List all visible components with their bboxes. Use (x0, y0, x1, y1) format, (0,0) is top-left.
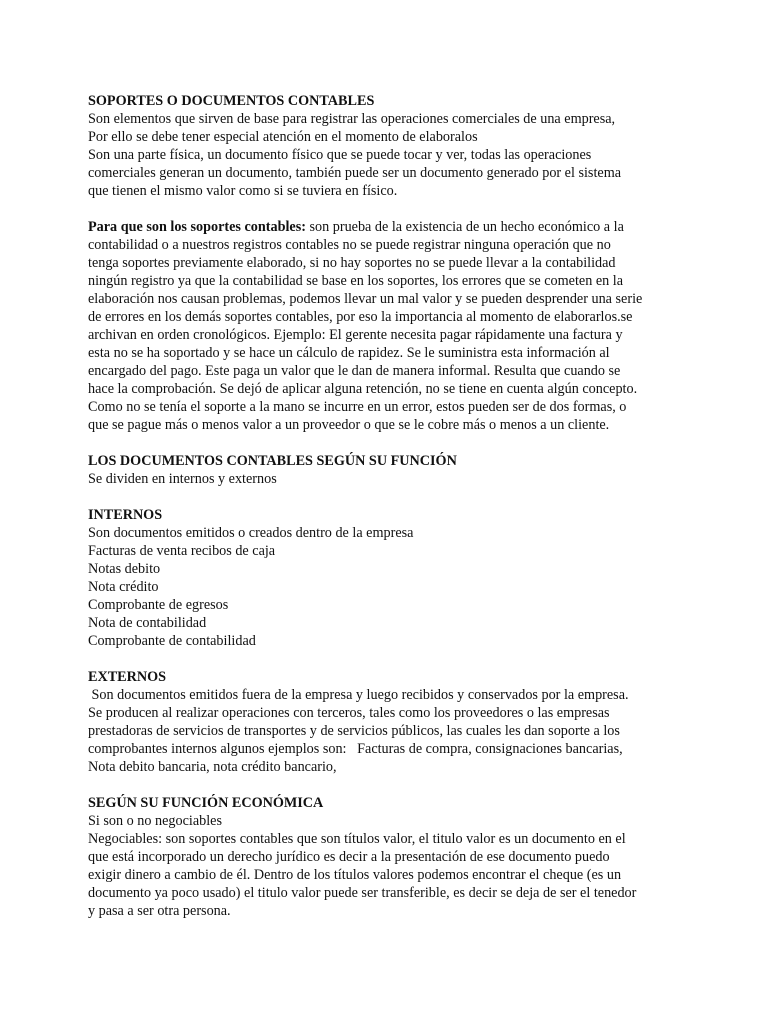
paragraph-line: Se producen al realizar operaciones con terceros, tales como los proveedores o las empresas (88, 705, 610, 721)
paragraph-line: Como no se tenía el soporte a la mano se incurre en un error, estos pueden ser de dos formas, o (88, 399, 627, 415)
paragraph-line: comprobantes internos algunos ejemplos son: Facturas de compra, consignaciones bancarias, (88, 741, 623, 757)
paragraph-line: exigir dinero a cambio de él. Dentro de los títulos valores podemos encontrar el cheque (es un (88, 867, 622, 883)
paragraph-line: que tienen el mismo valor como si se tuviera en físico. (88, 183, 398, 199)
list-item: Comprobante de egresos (88, 597, 229, 613)
paragraph-line: esta no se ha soportado y se hace un cálculo de rapidez. Se le suministra esta información al (88, 345, 610, 361)
list-item: Comprobante de contabilidad (88, 633, 256, 649)
paragraph-line: prestadoras de servicios de transportes y de servicios públicos, las cuales les dan soporte a los (88, 723, 620, 739)
paragraph-line: que se pague más o menos valor a un proveedor o que se le cobre más o menos a un cliente. (88, 417, 610, 433)
list-item: Son documentos emitidos o creados dentro de la empresa (88, 525, 414, 541)
paragraph-line: comerciales generan un documento, también puede ser un documento generado por el sistema (88, 165, 622, 181)
list-item: Nota de contabilidad (88, 615, 207, 631)
paragraph-line: que está incorporado un derecho jurídico es decir a la presentación de ese documento puedo (88, 849, 610, 865)
paragraph-line: ningún registro ya que la contabilidad se base en los soportes, los errores que se cometen en la (88, 273, 624, 289)
paragraph-line: Son elementos que sirven de base para registrar las operaciones comerciales de una empresa, (88, 111, 616, 127)
list-item: Facturas de venta recibos de caja (88, 543, 276, 559)
paragraph-line: elaboración nos causan problemas, podemos llevar un mal valor y se pueden desprender una serie (88, 291, 643, 307)
list-item: Nota crédito (88, 579, 159, 595)
paragraph-line: Si son o no negociables (88, 813, 222, 829)
list-item: Notas debito (88, 561, 161, 577)
paragraph-line: Por ello se debe tener especial atención en el momento de elaboralos (88, 129, 478, 145)
heading-economica: SEGÚN SU FUNCIÓN ECONÓMICA (88, 795, 324, 811)
heading-segun-funcion: LOS DOCUMENTOS CONTABLES SEGÚN SU FUNCIÓN (88, 453, 457, 469)
paragraph-para-que (88, 218, 688, 236)
paragraph-line: documento ya poco usado) el titulo valor puede ser transferible, es decir se deja de ser el tenedor (88, 885, 637, 901)
paragraph-line: Son documentos emitidos fuera de la empresa y luego recibidos y conservados por la empresa. (88, 687, 629, 703)
paragraph-line: Nota debito bancaria, nota crédito bancario, (88, 759, 337, 775)
paragraph-line: hace la comprobación. Se dejó de aplicar alguna retención, no se tiene en cuenta algún concepto. (88, 381, 638, 397)
paragraph-line: tenga soportes previamente elaborado, si no hay soportes no se puede llevar a la contabilidad (88, 255, 616, 271)
document-body (88, 92, 688, 920)
paragraph-line: y pasa a ser otra persona. (88, 903, 231, 919)
paragraph-line: archivan en orden cronológicos. Ejemplo: El gerente necesita pagar rápidamente una factura y (88, 327, 623, 343)
paragraph-line: Son una parte física, un documento físico que se puede tocar y ver, todas las operaciones (88, 147, 592, 163)
paragraph-line: Se dividen en internos y externos (88, 471, 277, 487)
lead-para-que: Para que son los soportes contables: (88, 219, 306, 235)
paragraph-line: encargado del pago. Este paga un valor que le dan de manera informal. Resulta que cuando se (88, 363, 621, 379)
heading-soportes: SOPORTES O DOCUMENTOS CONTABLES (88, 93, 375, 109)
paragraph-line: de errores en los demás soportes contables, por eso la importancia al momento de elaborarlos.se (88, 309, 633, 325)
paragraph-line: contabilidad o a nuestros registros contables no se puede registrar ninguna operación que no (88, 237, 611, 253)
heading-externos: EXTERNOS (88, 669, 167, 685)
paragraph-line: Negociables: son soportes contables que son títulos valor, el titulo valor es un documento en el (88, 831, 626, 847)
heading-internos: INTERNOS (88, 507, 163, 523)
paragraph-line-rest: son prueba de la existencia de un hecho económico a la (305, 219, 624, 235)
